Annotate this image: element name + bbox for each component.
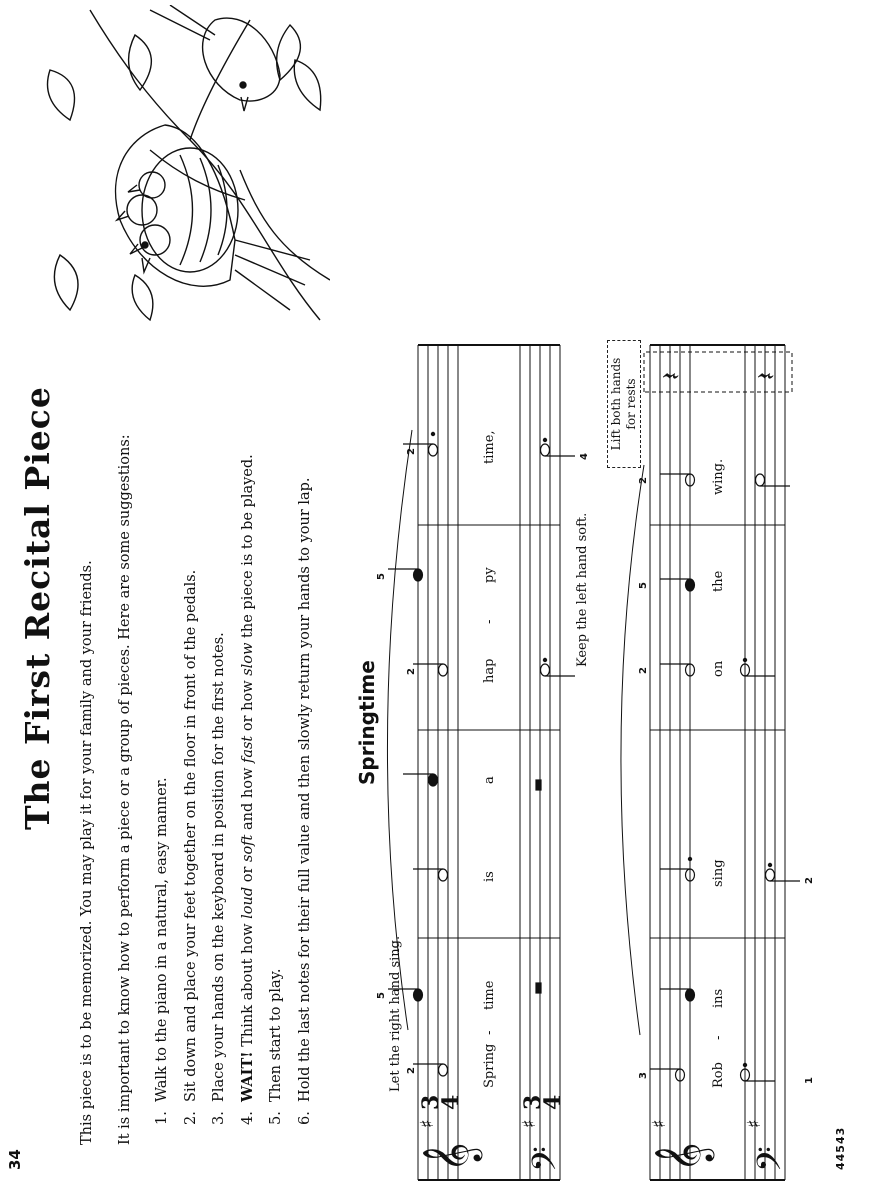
- note: [414, 569, 423, 581]
- page-number: 34: [6, 1149, 24, 1170]
- lyric-word: hap: [482, 658, 497, 683]
- note: [686, 579, 695, 591]
- bass-clef-icon: 𝄢: [751, 1146, 797, 1172]
- bass-clef-icon: 𝄢: [526, 1146, 572, 1172]
- time-signature-top: 3: [418, 1094, 444, 1110]
- bass-staff-1: [520, 345, 560, 1180]
- suggestion-item: 3. Place your hands on the keyboard in position for the first notes.: [211, 632, 227, 1125]
- fingering-number: 2: [638, 667, 649, 674]
- intro-paragraph-1: This piece is to be memorized. You may play it for your family and your friends.: [79, 560, 95, 1145]
- lyric-word: Rob: [711, 1062, 726, 1088]
- note: [756, 474, 765, 486]
- lift-hands-note: Lift both hands for rests: [607, 340, 641, 468]
- piece-title: Springtime: [355, 660, 379, 785]
- quarter-rest-icon: 𝄽: [752, 372, 782, 380]
- fingering-number: 5: [376, 573, 387, 580]
- note: [541, 444, 550, 456]
- sharp-icon: ♯: [417, 1119, 438, 1128]
- sharp-icon: ♯: [649, 1119, 670, 1128]
- lyric-word: time,: [482, 430, 497, 464]
- half-rest-icon: [536, 983, 541, 993]
- treble-staff-2: [650, 345, 690, 1180]
- fingering-number: 3: [638, 1072, 649, 1079]
- lyric-word: ins: [711, 988, 726, 1008]
- lyric-word: on: [711, 660, 726, 677]
- intro-paragraph-2: It is important to know how to perform a piece or a group of pieces. Here are some suggestions:: [117, 434, 133, 1145]
- sharp-icon: ♯: [744, 1119, 765, 1128]
- lyric-word: py: [482, 567, 497, 583]
- page-title: The First Recital Piece: [18, 386, 57, 830]
- suggestion-item: 4. WAIT! Think about how loud or soft and how fast or how slow the piece is to be played.: [238, 454, 256, 1125]
- note: [429, 774, 438, 786]
- fingering-number: 2: [406, 1067, 417, 1074]
- note: [439, 664, 448, 676]
- bass-staff-2: [745, 345, 785, 1180]
- note: [429, 444, 438, 456]
- treble-clef-icon: 𝄞: [422, 1142, 480, 1172]
- half-rest-icon: [536, 780, 541, 790]
- left-hand-direction: Keep the left hand soft.: [575, 512, 590, 667]
- note: [541, 664, 550, 676]
- suggestion-item: 5. Then start to play.: [268, 968, 284, 1125]
- lyric-word: a: [482, 776, 497, 784]
- treble-clef-icon: 𝄞: [654, 1142, 712, 1172]
- note: [439, 869, 448, 881]
- fingering-number: 2: [638, 477, 649, 484]
- lyric-hyphen: -: [482, 619, 497, 624]
- note: [686, 989, 695, 1001]
- lyric-word: sing: [711, 859, 726, 887]
- suggestion-item: 6. Hold the last notes for their full value and then slowly return your hands to your lap.: [296, 477, 313, 1125]
- note: [766, 869, 775, 881]
- time-signature-bottom: 4: [438, 1094, 464, 1110]
- catalog-number: 44543: [834, 1126, 847, 1170]
- fingering-number: 2: [406, 668, 417, 675]
- note: [439, 1064, 448, 1076]
- lyric-hyphen: -: [711, 1035, 726, 1040]
- suggestion-item: 2. Sit down and place your feet together on the floor in front of the pedals.: [182, 569, 199, 1125]
- lyric-word: Spring: [482, 1043, 497, 1088]
- lyric-word: is: [482, 871, 497, 882]
- time-signature-top: 3: [520, 1094, 546, 1110]
- lyric-hyphen: -: [482, 1030, 497, 1035]
- suggestion-item: 1. Walk to the piano in a natural, easy manner.: [154, 777, 170, 1125]
- right-hand-direction: Let the right hand sing.: [388, 935, 403, 1092]
- fingering-number: 4: [579, 453, 590, 460]
- sharp-icon: ♯: [519, 1119, 540, 1128]
- lyric-word: the: [711, 570, 726, 592]
- fingering-number: 5: [638, 582, 649, 589]
- note: [414, 989, 423, 1001]
- fingering-number: 5: [376, 992, 387, 999]
- lyric-word: time: [482, 980, 497, 1010]
- quarter-rest-icon: 𝄽: [657, 372, 687, 380]
- lyric-word: wing.: [711, 458, 726, 495]
- fingering-number: 1: [804, 1077, 815, 1084]
- fingering-number: 2: [406, 448, 417, 455]
- fingering-number: 2: [804, 877, 815, 884]
- time-signature-bottom: 4: [540, 1094, 566, 1110]
- treble-staff-1: [418, 345, 458, 1180]
